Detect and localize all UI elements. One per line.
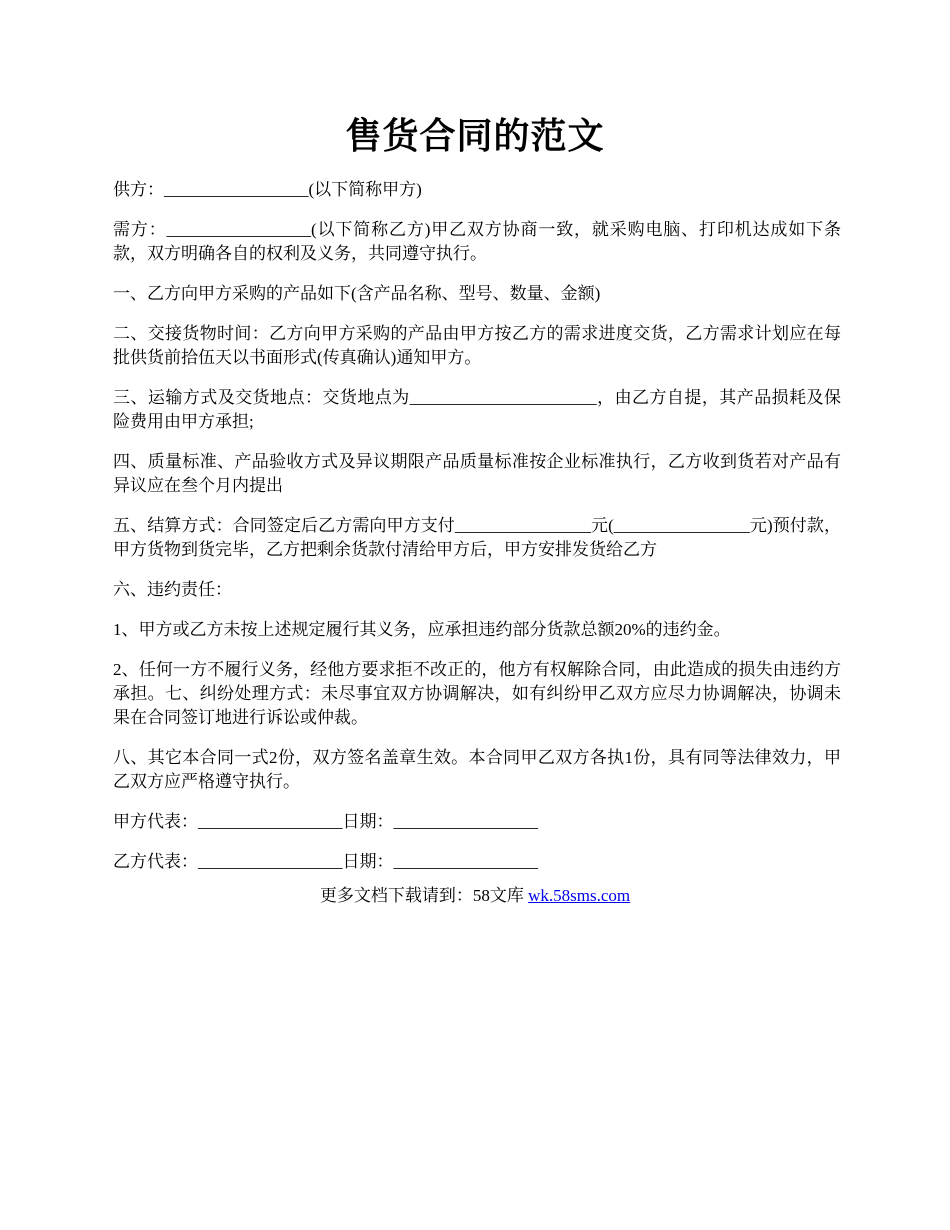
- footer-text: 更多文档下载请到：58文库: [319, 886, 529, 905]
- clause-4-quality: 四、质量标准、产品验收方式及异议期限产品质量标准按企业标准执行，乙方收到货若对产品有异议应在叁个月内提出: [113, 452, 841, 495]
- clause-6-heading: 六、违约责任：: [113, 580, 232, 599]
- clause-supplier: 供方：_________________(以下简称甲方): [113, 180, 422, 199]
- download-footer: [0, 884, 950, 908]
- clause-2-delivery-time: 二、交接货物时间：乙方向甲方采购的产品由甲方按乙方的需求进度交货，乙方需求计划应在每批供货前拾伍天以书面形式(传真确认)通知甲方。: [113, 324, 841, 367]
- signature-party-b: 乙方代表：_________________日期：_________________: [113, 852, 538, 871]
- clause-6-item-1: 1、甲方或乙方未按上述规定履行其义务，应承担违约部分货款总额20%的违约金。: [113, 620, 731, 639]
- clause-6-item-2: 2、任何一方不履行义务，经他方要求拒不改正的，他方有权解除合同，由此造成的损失由违约方承担。七、纠纷处理方式：未尽事宜双方协调解决，如有纠纷甲乙双方应尽力协调解决，协调未果在合同签订地进行诉讼或仲裁。: [113, 660, 841, 727]
- clause-3-transport: 三、运输方式及交货地点：交货地点为______________________，由乙方自提，其产品损耗及保险费用由甲方承担;: [113, 388, 841, 431]
- footer-link[interactable]: wk.58sms.com: [528, 886, 631, 905]
- document-body: [113, 178, 841, 890]
- document-title: 售货合同的范文: [345, 116, 605, 156]
- clause-8-other: 八、其它本合同一式2份，双方签名盖章生效。本合同甲乙双方各执1份，具有同等法律效力，甲乙双方应严格遵守执行。: [113, 748, 841, 791]
- signature-party-a: 甲方代表：_________________日期：_________________: [113, 812, 538, 831]
- clause-1-products: 一、乙方向甲方采购的产品如下(含产品名称、型号、数量、金额): [113, 284, 601, 303]
- clause-5-settlement: 五、结算方式：合同签定后乙方需向甲方支付________________元(________________元)预付款，甲方货物到货完毕，乙方把剩余货款付清给甲方后，甲方安排发货给乙方: [113, 516, 841, 559]
- clause-buyer: 需方：_________________(以下简称乙方)甲乙双方协商一致，就采购电脑、打印机达成如下条款，双方明确各自的权利及义务，共同遵守执行。: [113, 220, 841, 263]
